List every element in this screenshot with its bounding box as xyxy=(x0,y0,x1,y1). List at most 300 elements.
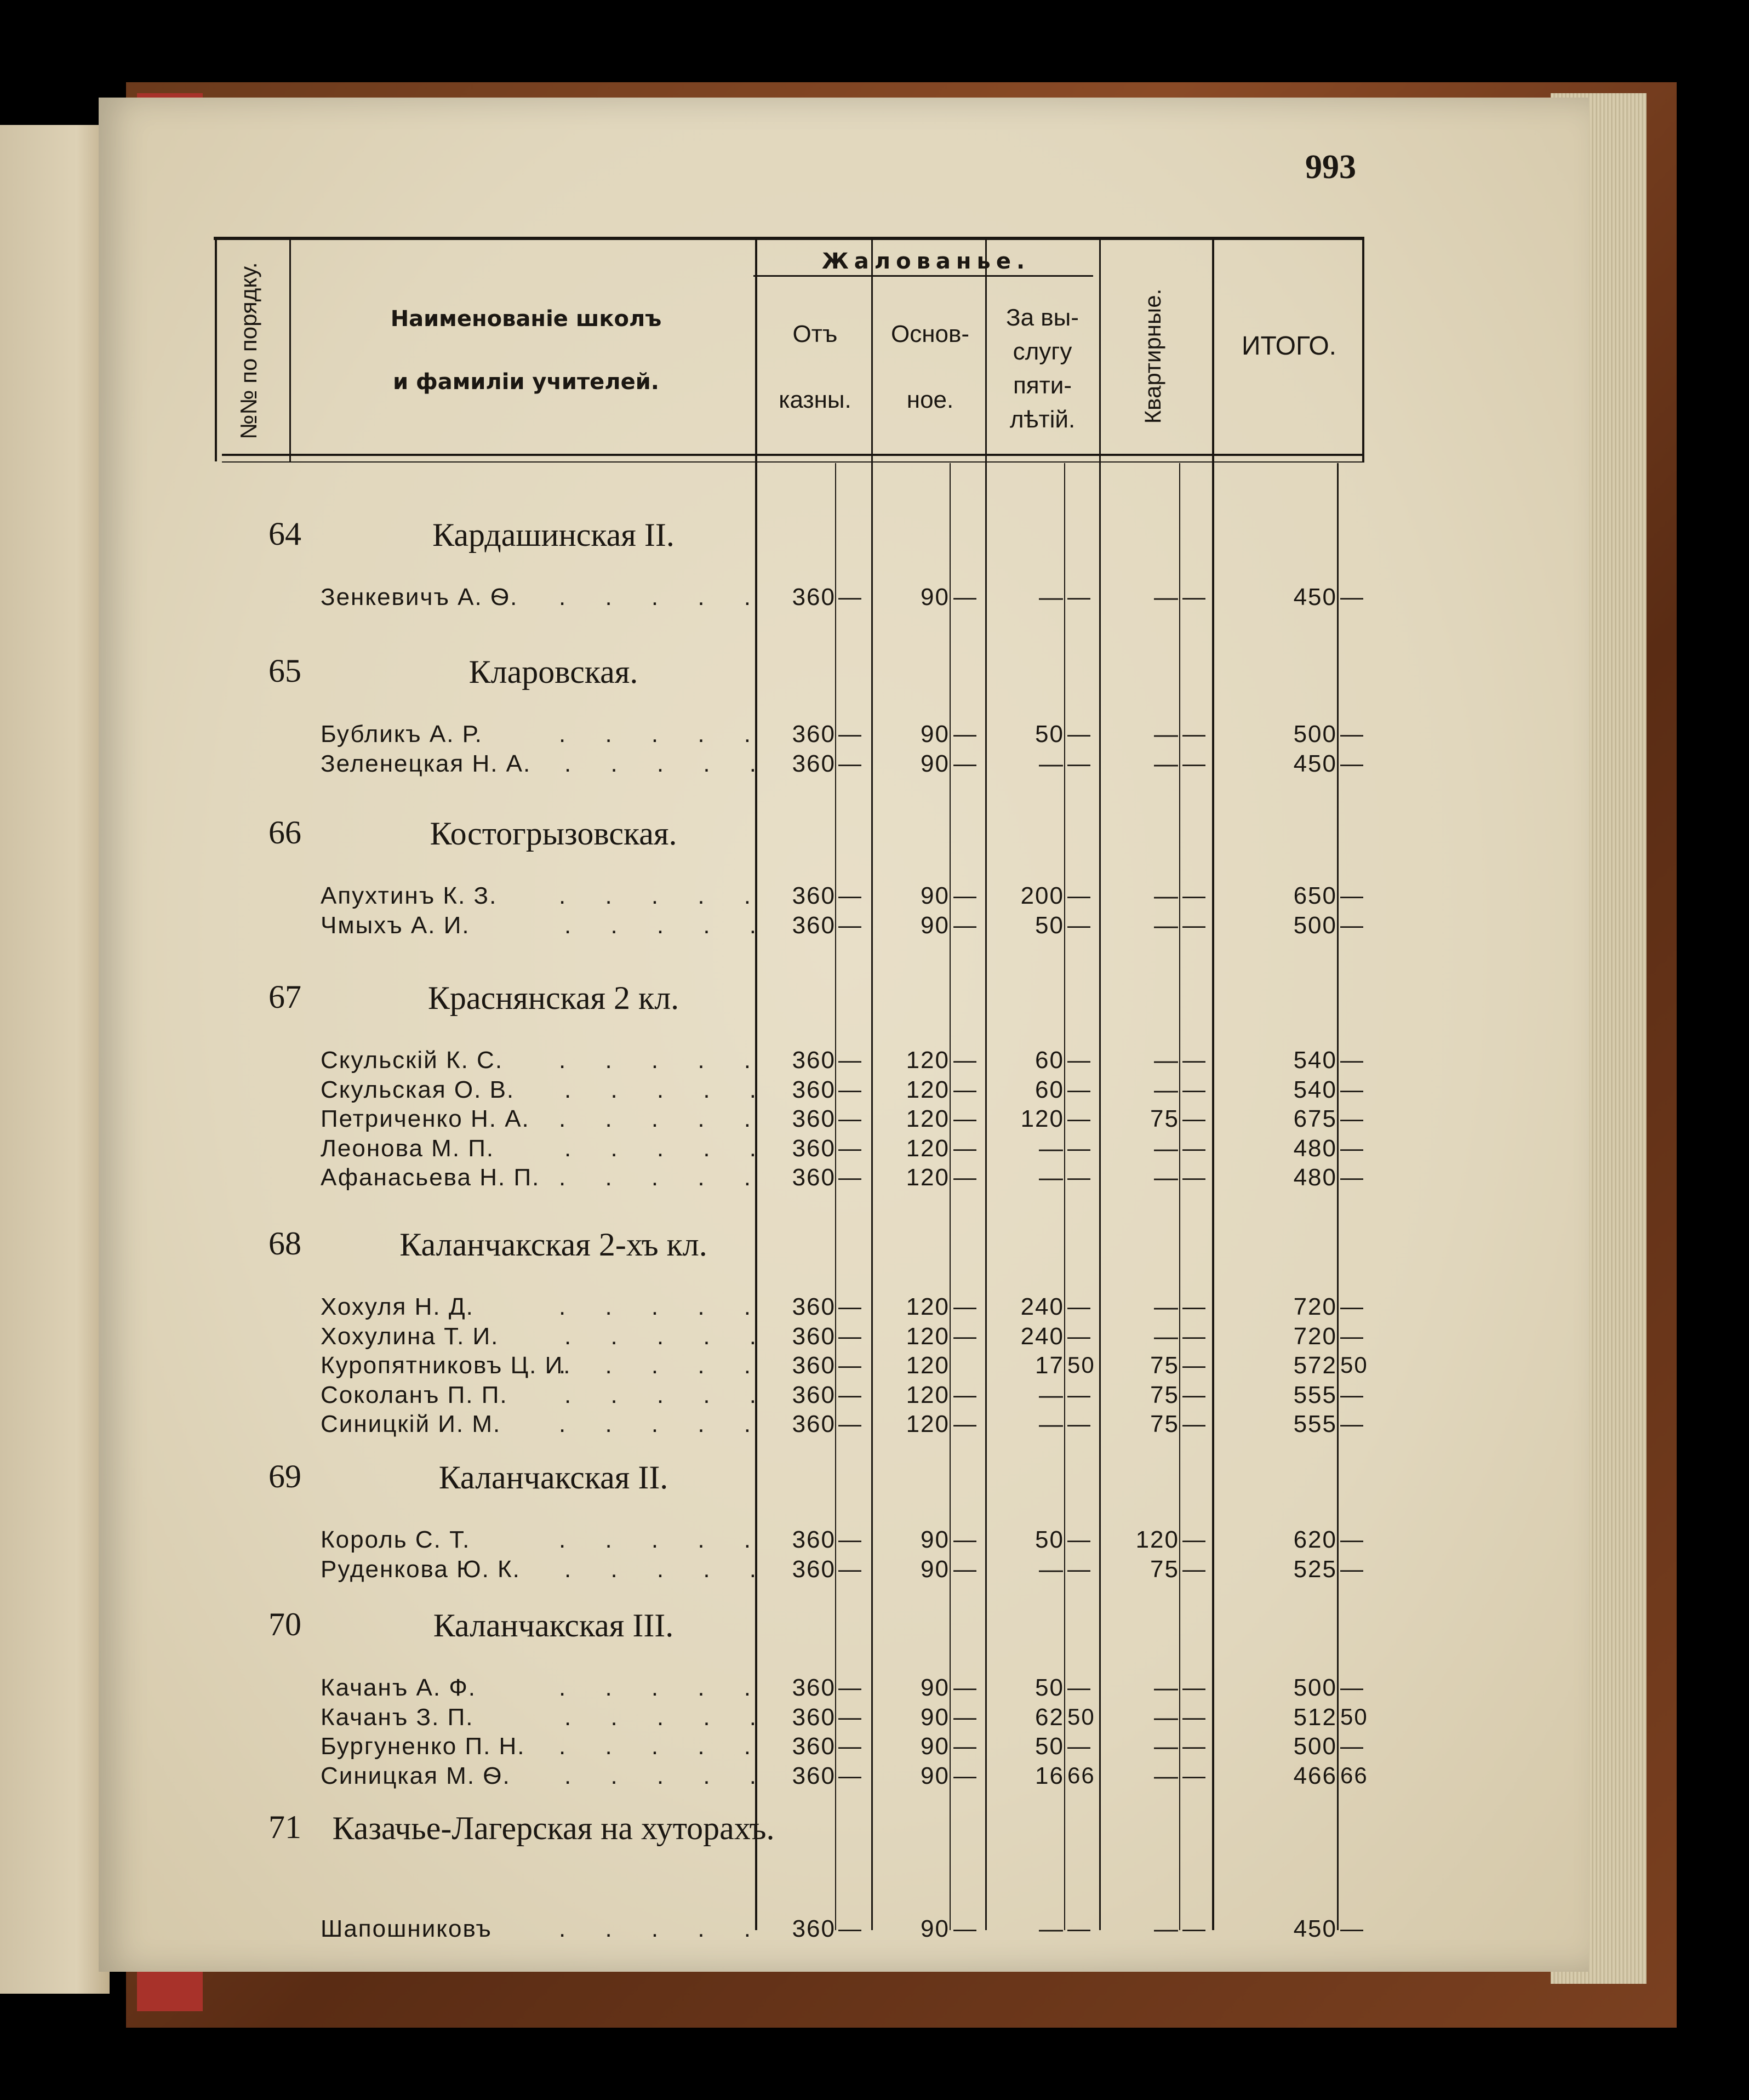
teacher-row xyxy=(0,1076,1749,1105)
teacher-name: Леонова М. П. xyxy=(321,1134,495,1162)
cell-seniority: — xyxy=(1039,1381,1064,1408)
cell-treasury-kopecks: — xyxy=(838,1105,862,1131)
header-col-seniority-2: слугу xyxy=(1013,338,1072,365)
leader-dots: . . . . . xyxy=(564,1076,773,1103)
cell-total: 572 xyxy=(1293,1352,1337,1379)
cell-treasury: 360 xyxy=(792,1762,836,1789)
cell-seniority-kopecks: — xyxy=(1067,1733,1091,1759)
teacher-name: Скульская О. В. xyxy=(321,1076,515,1103)
teacher-row xyxy=(0,1411,1749,1439)
cell-base: 120 xyxy=(906,1411,950,1437)
cell-treasury-kopecks: — xyxy=(838,1915,862,1941)
cell-base-kopecks: — xyxy=(953,1381,978,1407)
cell-treasury-kopecks: — xyxy=(838,1047,862,1072)
cell-total: 720 xyxy=(1293,1322,1337,1350)
teacher-row xyxy=(0,1323,1749,1351)
cell-total: 450 xyxy=(1293,750,1337,777)
cell-treasury: 360 xyxy=(792,750,836,777)
cell-seniority-kopecks: — xyxy=(1067,1381,1091,1407)
cell-housing-kopecks: — xyxy=(1182,1047,1207,1072)
cell-total: 512 xyxy=(1293,1703,1337,1731)
cell-treasury: 360 xyxy=(792,1076,836,1103)
teacher-row xyxy=(0,750,1749,779)
cell-housing-kopecks: — xyxy=(1182,1411,1207,1436)
cell-total-kopecks: — xyxy=(1340,1555,1364,1582)
cell-housing-kopecks: — xyxy=(1182,721,1207,746)
cell-base-kopecks: — xyxy=(953,1703,978,1730)
cell-base: 120 xyxy=(906,1352,950,1379)
leader-dots: . . . . . xyxy=(559,1733,768,1760)
cell-treasury-kopecks: — xyxy=(838,1352,862,1378)
teacher-name: Чмыхъ А. И. xyxy=(321,911,470,939)
cell-base-kopecks: — xyxy=(953,911,978,938)
school-name: Казачье-Лагерская на хуторахъ. xyxy=(332,1810,775,1846)
cell-total-kopecks: — xyxy=(1340,1164,1364,1190)
cell-treasury: 360 xyxy=(792,584,836,610)
school-name: Каланчакская II. xyxy=(438,1459,668,1496)
cell-seniority: — xyxy=(1039,1555,1064,1583)
cell-total-kopecks: — xyxy=(1340,1674,1364,1700)
leader-dots: . . . . . xyxy=(564,750,773,777)
header-col-seniority-1: За вы- xyxy=(1006,304,1079,331)
teacher-row xyxy=(0,721,1749,749)
school-number: 69 xyxy=(268,1458,301,1494)
cell-housing: 75 xyxy=(1150,1105,1179,1132)
school-number: 66 xyxy=(268,814,301,851)
cell-treasury-kopecks: — xyxy=(838,911,862,938)
cell-base: 120 xyxy=(906,1293,950,1320)
cell-housing: — xyxy=(1154,1322,1179,1350)
teacher-name: Зенкевичъ А. Ѳ. xyxy=(321,584,518,610)
cell-total-kopecks: — xyxy=(1340,1381,1364,1407)
cell-housing-kopecks: — xyxy=(1182,1134,1207,1161)
teacher-name: Качанъ З. П. xyxy=(321,1703,474,1731)
cell-treasury-kopecks: — xyxy=(838,1733,862,1759)
cell-housing: 75 xyxy=(1150,1352,1179,1379)
cell-total-kopecks: — xyxy=(1340,1047,1364,1072)
leader-dots: . . . . . xyxy=(559,1293,768,1320)
teacher-row xyxy=(0,1674,1749,1703)
cell-housing: — xyxy=(1154,1134,1179,1162)
cell-treasury: 360 xyxy=(792,1164,836,1191)
cell-seniority: 16 xyxy=(1035,1762,1064,1789)
cell-base-kopecks: — xyxy=(953,1047,978,1072)
school-name: Кардашинская II. xyxy=(432,517,675,553)
teacher-name: Соколанъ П. П. xyxy=(321,1381,508,1408)
teacher-name: Качанъ А. Ф. xyxy=(321,1674,477,1701)
cell-treasury: 360 xyxy=(792,1134,836,1162)
header-col-seniority-4: лѣтій. xyxy=(1009,406,1076,433)
cell-seniority: 50 xyxy=(1035,1526,1064,1553)
cell-seniority-kopecks: — xyxy=(1067,911,1091,938)
teacher-name: Афанасьева Н. П. xyxy=(321,1164,540,1191)
cell-total: 620 xyxy=(1293,1526,1337,1553)
teacher-name: Петриченко Н. А. xyxy=(321,1105,530,1132)
teacher-name: Синицкая М. Ѳ. xyxy=(321,1762,511,1789)
leader-dots: . . . . . xyxy=(559,1105,768,1132)
cell-housing-kopecks: — xyxy=(1182,911,1207,938)
cell-seniority-kopecks: — xyxy=(1067,1105,1091,1131)
cell-base: 90 xyxy=(921,721,950,747)
cell-housing-kopecks: — xyxy=(1182,1555,1207,1582)
cell-treasury: 360 xyxy=(792,1322,836,1350)
teacher-row xyxy=(0,1556,1749,1584)
header-col-base-2: ное. xyxy=(906,386,954,413)
cell-housing: — xyxy=(1154,1762,1179,1789)
cell-seniority-kopecks: — xyxy=(1067,1555,1091,1582)
leader-dots: . . . . . xyxy=(559,1411,768,1437)
cell-total-kopecks: — xyxy=(1340,584,1364,609)
cell-base: 120 xyxy=(906,1381,950,1408)
teacher-name: Хохуля Н. Д. xyxy=(321,1293,474,1320)
cell-treasury-kopecks: — xyxy=(838,1164,862,1190)
cell-base: 90 xyxy=(921,1555,950,1583)
cell-seniority-kopecks: — xyxy=(1067,1164,1091,1190)
school-name: Каланчакская 2-хъ кл. xyxy=(399,1226,707,1263)
leader-dots: . . . . . xyxy=(564,1555,773,1583)
cell-seniority: 240 xyxy=(1020,1293,1064,1320)
leader-dots: . . . . . xyxy=(559,882,768,909)
cell-seniority: 50 xyxy=(1035,911,1064,939)
cell-seniority-kopecks: — xyxy=(1067,1526,1091,1552)
cell-seniority: — xyxy=(1039,1134,1064,1162)
cell-total: 650 xyxy=(1293,882,1337,909)
cell-base-kopecks: — xyxy=(953,721,978,746)
cell-seniority-kopecks: — xyxy=(1067,1076,1091,1102)
cell-housing-kopecks: — xyxy=(1182,1733,1207,1759)
teacher-name: Бубликъ А. Р. xyxy=(321,721,483,747)
cell-treasury: 360 xyxy=(792,721,836,747)
teacher-row xyxy=(0,1526,1749,1555)
cell-housing-kopecks: — xyxy=(1182,584,1207,609)
cell-seniority-kopecks: — xyxy=(1067,1411,1091,1436)
cell-base: 90 xyxy=(921,911,950,939)
cell-base: 120 xyxy=(906,1164,950,1191)
cell-seniority-kopecks: — xyxy=(1067,882,1091,908)
cell-seniority: 62 xyxy=(1035,1703,1064,1731)
cell-total: 555 xyxy=(1293,1411,1337,1437)
cell-housing-kopecks: — xyxy=(1182,1703,1207,1730)
cell-total-kopecks: — xyxy=(1340,750,1364,776)
school-name: Каланчакская III. xyxy=(433,1607,674,1644)
teacher-name: Хохулина Т. И. xyxy=(321,1322,499,1350)
cell-treasury: 360 xyxy=(792,1047,836,1074)
cell-seniority: 50 xyxy=(1035,721,1064,747)
teacher-row xyxy=(0,1762,1749,1791)
cell-base: 90 xyxy=(921,1526,950,1553)
teacher-row xyxy=(0,912,1749,940)
cell-treasury: 360 xyxy=(792,1733,836,1760)
cell-seniority: 50 xyxy=(1035,1674,1064,1701)
cell-seniority: 200 xyxy=(1020,882,1064,909)
cell-total: 450 xyxy=(1293,584,1337,610)
cell-base: 90 xyxy=(921,1674,950,1701)
header-col-name-line1: Наименованіе школъ xyxy=(390,306,662,332)
cell-seniority-kopecks: — xyxy=(1067,1293,1091,1319)
cell-housing: — xyxy=(1154,1703,1179,1731)
cell-housing: — xyxy=(1154,750,1179,777)
cell-seniority: 50 xyxy=(1035,1733,1064,1760)
cell-treasury: 360 xyxy=(792,1703,836,1731)
cell-base-kopecks: — xyxy=(953,1105,978,1131)
cell-seniority-kopecks: — xyxy=(1067,1915,1091,1941)
cell-seniority-kopecks: — xyxy=(1067,1134,1091,1161)
header-salary-group: Жалованье. xyxy=(821,249,1031,274)
cell-base-kopecks: — xyxy=(953,882,978,908)
cell-housing-kopecks: — xyxy=(1182,750,1207,776)
cell-treasury: 360 xyxy=(792,1293,836,1320)
teacher-name: Зеленецкая Н. А. xyxy=(321,750,531,777)
cell-housing-kopecks: — xyxy=(1182,1526,1207,1552)
cell-total-kopecks: 66 xyxy=(1340,1762,1368,1788)
header-col-treasury-2: казны. xyxy=(779,386,851,413)
cell-housing: — xyxy=(1154,721,1179,747)
cell-base: 90 xyxy=(921,584,950,610)
cell-base-kopecks: — xyxy=(953,1411,978,1436)
cell-total-kopecks: — xyxy=(1340,1915,1364,1941)
cell-housing-kopecks: — xyxy=(1182,1322,1207,1349)
page-number: 993 xyxy=(1305,149,1356,186)
cell-treasury: 360 xyxy=(792,1352,836,1379)
cell-base-kopecks: — xyxy=(953,1293,978,1319)
cell-treasury-kopecks: — xyxy=(838,1293,862,1319)
cell-total: 500 xyxy=(1293,1733,1337,1760)
school-number: 67 xyxy=(268,979,301,1015)
cell-base-kopecks: — xyxy=(953,1733,978,1759)
teacher-row xyxy=(0,1352,1749,1380)
leader-dots: . . . . . xyxy=(564,1134,773,1162)
cell-base: 120 xyxy=(906,1134,950,1162)
cell-base-kopecks: — xyxy=(953,1555,978,1582)
leader-dots: . . . . . xyxy=(559,1164,768,1191)
leader-dots: . . . . . xyxy=(564,1762,773,1789)
school-number: 71 xyxy=(268,1809,301,1845)
cell-seniority: — xyxy=(1039,750,1064,777)
cell-seniority: — xyxy=(1039,584,1064,610)
cell-seniority: — xyxy=(1039,1915,1064,1942)
cell-housing: — xyxy=(1154,1915,1179,1942)
teacher-name: Руденкова Ю. К. xyxy=(321,1555,521,1583)
cell-treasury-kopecks: — xyxy=(838,721,862,746)
cell-base: 120 xyxy=(906,1322,950,1350)
cell-housing: — xyxy=(1154,1164,1179,1191)
cell-total: 525 xyxy=(1293,1555,1337,1583)
cell-seniority-kopecks: — xyxy=(1067,584,1091,609)
school-number: 70 xyxy=(268,1606,301,1642)
cell-base: 90 xyxy=(921,750,950,777)
header-col-housing: Квартирные. xyxy=(1140,288,1165,424)
cell-total-kopecks: — xyxy=(1340,1105,1364,1131)
cell-base-kopecks: — xyxy=(953,1674,978,1700)
cell-housing-kopecks: — xyxy=(1182,882,1207,908)
cell-total: 720 xyxy=(1293,1293,1337,1320)
cell-housing: — xyxy=(1154,584,1179,610)
cell-treasury-kopecks: — xyxy=(838,1076,862,1102)
cell-base: 120 xyxy=(906,1047,950,1074)
cell-treasury-kopecks: — xyxy=(838,1526,862,1552)
teacher-name: Бургуненко П. Н. xyxy=(321,1733,525,1760)
leader-dots: . . . . . xyxy=(559,584,768,610)
cell-seniority-kopecks: — xyxy=(1067,721,1091,746)
cell-treasury: 360 xyxy=(792,1555,836,1583)
cell-total-kopecks: — xyxy=(1340,1733,1364,1759)
teacher-name: Куропятниковъ Ц. И. xyxy=(321,1352,571,1379)
cell-base: 120 xyxy=(906,1076,950,1103)
cell-seniority-kopecks: — xyxy=(1067,1674,1091,1700)
cell-housing: — xyxy=(1154,911,1179,939)
cell-total: 675 xyxy=(1293,1105,1337,1132)
cell-housing: 75 xyxy=(1150,1555,1179,1583)
cell-treasury: 360 xyxy=(792,911,836,939)
cell-housing-kopecks: — xyxy=(1182,1762,1207,1788)
cell-total-kopecks: — xyxy=(1340,1293,1364,1319)
cell-seniority-kopecks: — xyxy=(1067,1047,1091,1072)
cell-total-kopecks: — xyxy=(1340,882,1364,908)
cell-housing: 75 xyxy=(1150,1381,1179,1408)
cell-seniority-kopecks: 50 xyxy=(1067,1703,1095,1730)
cell-total-kopecks: — xyxy=(1340,1411,1364,1436)
cell-total: 555 xyxy=(1293,1381,1337,1408)
cell-seniority-kopecks: 66 xyxy=(1067,1762,1095,1788)
teacher-row xyxy=(0,1135,1749,1163)
leader-dots: . . . . . xyxy=(564,1322,773,1350)
cell-housing: — xyxy=(1154,1733,1179,1760)
header-col-base-1: Основ- xyxy=(890,321,970,347)
cell-seniority: — xyxy=(1039,1411,1064,1437)
cell-treasury-kopecks: — xyxy=(838,882,862,908)
cell-base-kopecks: — xyxy=(953,1762,978,1788)
cell-housing-kopecks: — xyxy=(1182,1164,1207,1190)
cell-total-kopecks: — xyxy=(1340,721,1364,746)
cell-treasury: 360 xyxy=(792,1105,836,1132)
cell-seniority-kopecks: — xyxy=(1067,750,1091,776)
leader-dots: . . . . . xyxy=(559,721,768,747)
teacher-row xyxy=(0,584,1749,612)
cell-treasury: 360 xyxy=(792,1674,836,1701)
cell-treasury-kopecks: — xyxy=(838,1703,862,1730)
cell-housing-kopecks: — xyxy=(1182,1293,1207,1319)
leader-dots: . . . . . xyxy=(559,1915,768,1942)
cell-base: 120 xyxy=(906,1105,950,1132)
cell-total: 480 xyxy=(1293,1164,1337,1191)
cell-base-kopecks: — xyxy=(953,1526,978,1552)
cell-base-kopecks: — xyxy=(953,584,978,609)
cell-base: 90 xyxy=(921,1762,950,1789)
cell-base-kopecks: — xyxy=(953,1134,978,1161)
teacher-row xyxy=(0,1047,1749,1075)
cell-total-kopecks: — xyxy=(1340,1134,1364,1161)
cell-treasury: 360 xyxy=(792,1381,836,1408)
cell-treasury-kopecks: — xyxy=(838,1674,862,1700)
teacher-row xyxy=(0,1704,1749,1732)
cell-base-kopecks: — xyxy=(953,1915,978,1941)
teacher-row xyxy=(0,1105,1749,1134)
cell-housing: — xyxy=(1154,1047,1179,1074)
cell-seniority-kopecks: — xyxy=(1067,1322,1091,1349)
cell-housing: — xyxy=(1154,882,1179,909)
teacher-row xyxy=(0,882,1749,911)
cell-total-kopecks: — xyxy=(1340,1322,1364,1349)
cell-housing: — xyxy=(1154,1674,1179,1701)
cell-treasury-kopecks: — xyxy=(838,1134,862,1161)
school-name: Краснянская 2 кл. xyxy=(427,980,679,1016)
cell-total-kopecks: 50 xyxy=(1340,1703,1368,1730)
cell-seniority: 60 xyxy=(1035,1076,1064,1103)
cell-total: 480 xyxy=(1293,1134,1337,1162)
cell-housing-kopecks: — xyxy=(1182,1105,1207,1131)
cell-treasury-kopecks: — xyxy=(838,1762,862,1788)
leader-dots: . . . . . xyxy=(559,1352,768,1379)
header-col-number: №№ по порядку. xyxy=(236,262,261,440)
cell-housing-kopecks: — xyxy=(1182,1076,1207,1102)
teacher-name: Синицкій И. М. xyxy=(321,1411,501,1437)
cell-treasury-kopecks: — xyxy=(838,1555,862,1582)
teacher-row xyxy=(0,1382,1749,1410)
teacher-row xyxy=(0,1915,1749,1944)
leader-dots: . . . . . xyxy=(559,1526,768,1553)
header-col-seniority-3: пяти- xyxy=(1013,372,1072,399)
cell-treasury-kopecks: — xyxy=(838,1322,862,1349)
school-number: 65 xyxy=(268,653,301,689)
cell-treasury: 360 xyxy=(792,1411,836,1437)
school-number: 68 xyxy=(268,1225,301,1262)
cell-total: 540 xyxy=(1293,1076,1337,1103)
cell-housing: — xyxy=(1154,1076,1179,1103)
leader-dots: . . . . . xyxy=(564,911,773,939)
cell-housing: — xyxy=(1154,1293,1179,1320)
leader-dots: . . . . . xyxy=(564,1381,773,1408)
cell-treasury-kopecks: — xyxy=(838,750,862,776)
cell-total-kopecks: — xyxy=(1340,1526,1364,1552)
cell-base: 90 xyxy=(921,1703,950,1731)
cell-housing-kopecks: — xyxy=(1182,1381,1207,1407)
cell-total-kopecks: — xyxy=(1340,1076,1364,1102)
cell-total-kopecks: 50 xyxy=(1340,1352,1368,1378)
cell-seniority-kopecks: 50 xyxy=(1067,1352,1095,1378)
cell-base-kopecks: — xyxy=(953,750,978,776)
cell-seniority: 17 xyxy=(1035,1352,1064,1379)
cell-total: 500 xyxy=(1293,1674,1337,1701)
cell-treasury: 360 xyxy=(792,1526,836,1553)
school-name: Кларовская. xyxy=(468,654,638,690)
cell-base-kopecks: — xyxy=(953,1164,978,1190)
cell-seniority: — xyxy=(1039,1164,1064,1191)
cell-total: 540 xyxy=(1293,1047,1337,1074)
teacher-name: Апухтинъ К. З. xyxy=(321,882,498,909)
cell-total: 500 xyxy=(1293,721,1337,747)
cell-treasury-kopecks: — xyxy=(838,1381,862,1407)
teacher-name: Шапошниковъ xyxy=(321,1915,492,1942)
school-number: 64 xyxy=(268,516,301,552)
cell-treasury-kopecks: — xyxy=(838,1411,862,1436)
teacher-row xyxy=(0,1733,1749,1761)
cell-seniority: 60 xyxy=(1035,1047,1064,1074)
teacher-row xyxy=(0,1293,1749,1322)
cell-base-kopecks: — xyxy=(953,1322,978,1349)
cell-seniority: 240 xyxy=(1020,1322,1064,1350)
cell-total: 450 xyxy=(1293,1915,1337,1942)
cell-base: 90 xyxy=(921,882,950,909)
cell-total: 500 xyxy=(1293,911,1337,939)
header-col-total: ИТОГО. xyxy=(1242,332,1336,361)
teacher-name: Скульскій К. С. xyxy=(321,1047,504,1074)
cell-housing: 75 xyxy=(1150,1411,1179,1437)
cell-total-kopecks: — xyxy=(1340,911,1364,938)
header-col-name-line2: и фамиліи учителей. xyxy=(393,369,659,395)
cell-treasury: 360 xyxy=(792,1915,836,1942)
cell-housing: 120 xyxy=(1135,1526,1179,1553)
teacher-name: Король С. Т. xyxy=(321,1526,471,1553)
